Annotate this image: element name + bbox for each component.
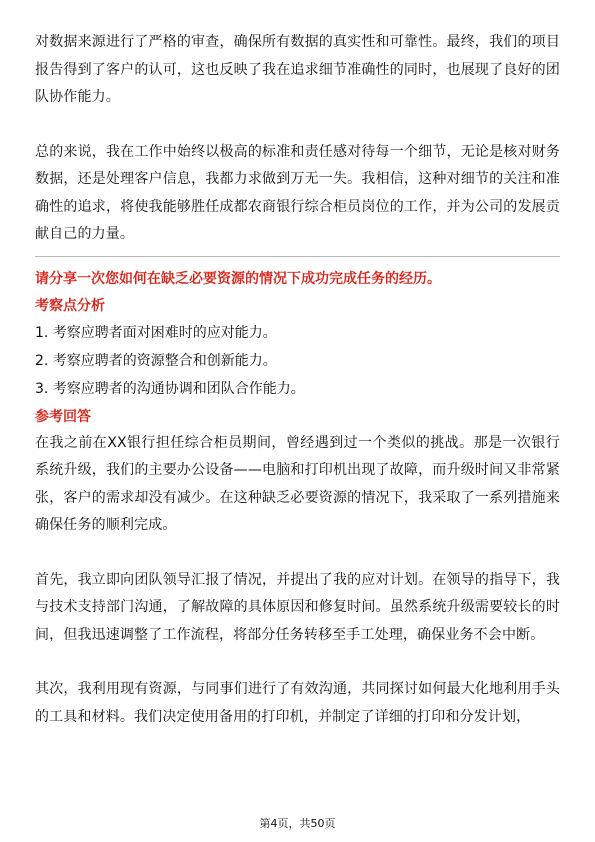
answer-paragraph: 首先，我立即向团队领导汇报了情况，并提出了我的应对计划。在领导的指导下，我与技术支持部门沟通，了解故障的具体原因和修复时间。虽然系统升级需要较长的时间，但我迅速调整了工作流程，将部分任务转移至手工处理，确保业务不会中断。 xyxy=(35,571,560,643)
analysis-item: 3. 考察应聘者的沟通协调和团队合作能力。 xyxy=(35,380,305,397)
page-content xyxy=(35,29,560,731)
intro-paragraph: 对数据来源进行了严格的审查，确保所有数据的真实性和可靠性。最终，我们的项目报告得到了客户的认可，这也反映了我在追求细节准确性的同时，也展现了良好的团队协作能力。 xyxy=(35,34,560,105)
answer-heading: 参考回答 xyxy=(35,408,91,425)
analysis-item: 1. 考察应聘者面对困难时的应对能力。 xyxy=(35,324,277,341)
answer-paragraph: 在我之前在XX银行担任综合柜员期间，曾经遇到过一个类似的挑战。那是一次银行系统升级，我们的主要办公设备——电脑和打印机出现了故障，而升级时间又非常紧张，客户的需求却没有减少。在这种缺乏必要资源的情况下，我采取了一系列措施来确保任务的顺利完成。 xyxy=(35,434,560,533)
paragraph-gap xyxy=(35,540,560,567)
page-number: 第4页，共50页 xyxy=(259,817,336,830)
paragraph-gap xyxy=(35,112,560,139)
analysis-item: 2. 考察应聘者的资源整合和创新能力。 xyxy=(35,352,277,369)
answer-paragraph: 其次，我利用现有资源，与同事们进行了有效沟通，共同探讨如何最大化地利用手头的工具和材料。我们决定使用备用的打印机，并制定了详细的打印和分发计划， xyxy=(35,681,560,725)
summary-paragraph: 总的来说，我在工作中始终以极高的标准和责任感对待每一个细节，无论是核对财务数据，还是处理客户信息，我都力求做到万无一失。我相信，这种对细节的关注和准确性的追求，将使我能够胜任成都农商银行综合柜员岗位的工作，并为公司的发展贡献自己的力量。 xyxy=(35,143,560,242)
paragraph-gap xyxy=(35,649,560,676)
section-divider xyxy=(35,256,560,257)
interview-question: 请分享一次您如何在缺乏必要资源的情况下成功完成任务的经历。 xyxy=(35,270,441,287)
analysis-heading: 考察点分析 xyxy=(35,297,105,314)
